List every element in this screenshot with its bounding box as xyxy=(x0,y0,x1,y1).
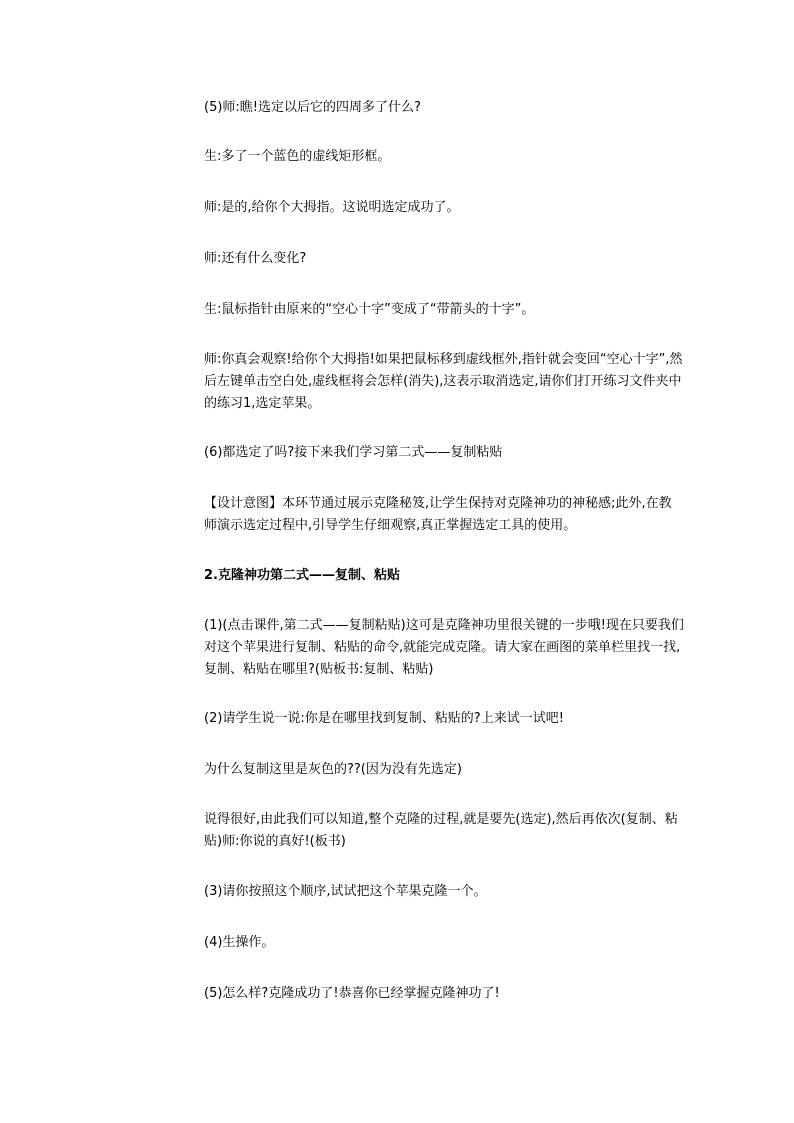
paragraph-click-courseware: (1)(点击课件,第二式——复制粘贴)这可是克隆神功里很关键的一步哦!现在只要我们对这个苹果进行复制、粘贴的命令,就能完成克隆。请大家在画图的菜单栏里找一找,复制、粘贴在哪里?(贴板书:复制、粘贴) xyxy=(204,618,684,677)
paragraph-design-intent: 【设计意图】本环节通过展示克隆秘笈,让学生保持对克隆神功的神秘感;此外,在教师演示选定过程中,引导学生仔细观察,真正掌握选定工具的使用。 xyxy=(204,496,672,533)
paragraph-question-selection: (5)师:瞧!选定以后它的四周多了什么? xyxy=(204,100,421,115)
paragraph-clone-success: (5)怎么样?克隆成功了!恭喜你已经掌握克隆神功了! xyxy=(204,986,500,1001)
paragraph-teacher-observe: 师:你真会观察!给你个大拇指!如果把鼠标移到虚线框外,指针就会变回“空心十字”,然后左键单击空白处,虚线框将会怎样(消失),这表示取消选定,请你们打开练习文件夹中的练习1,选定苹果。 xyxy=(204,352,683,411)
paragraph-student-try: (2)请学生说一说:你是在哪里找到复制、粘贴的?上来试一试吧! xyxy=(204,711,564,726)
section-heading-copy-paste: 2.克隆神功第二式——复制、粘贴 xyxy=(204,568,400,583)
paragraph-student-operate: (4)生操作。 xyxy=(204,935,275,950)
paragraph-second-move-intro: (6)都选定了吗?接下来我们学习第二式——复制粘贴 xyxy=(204,445,503,460)
paragraph-student-blue-frame: 生:多了一个蓝色的虚线矩形框。 xyxy=(204,149,391,164)
paragraph-clone-process: 说得很好,由此我们可以知道,整个克隆的过程,就是要先(选定),然后再依次(复制、粘贴)师:你说的真好!(板书) xyxy=(204,812,678,849)
paragraph-grey-copy: 为什么复制这里是灰色的??(因为没有先选定) xyxy=(204,762,462,777)
paragraph-teacher-other-change: 师:还有什么变化? xyxy=(204,251,307,266)
paragraph-clone-apple: (3)请你按照这个顺序,试试把这个苹果克隆一个。 xyxy=(204,884,487,899)
paragraph-teacher-thumb: 师:是的,给你个大拇指。这说明选定成功了。 xyxy=(204,200,460,215)
paragraph-student-pointer: 生:鼠标指针由原来的“空心十字”变成了“带箭头的十字”。 xyxy=(204,302,535,317)
